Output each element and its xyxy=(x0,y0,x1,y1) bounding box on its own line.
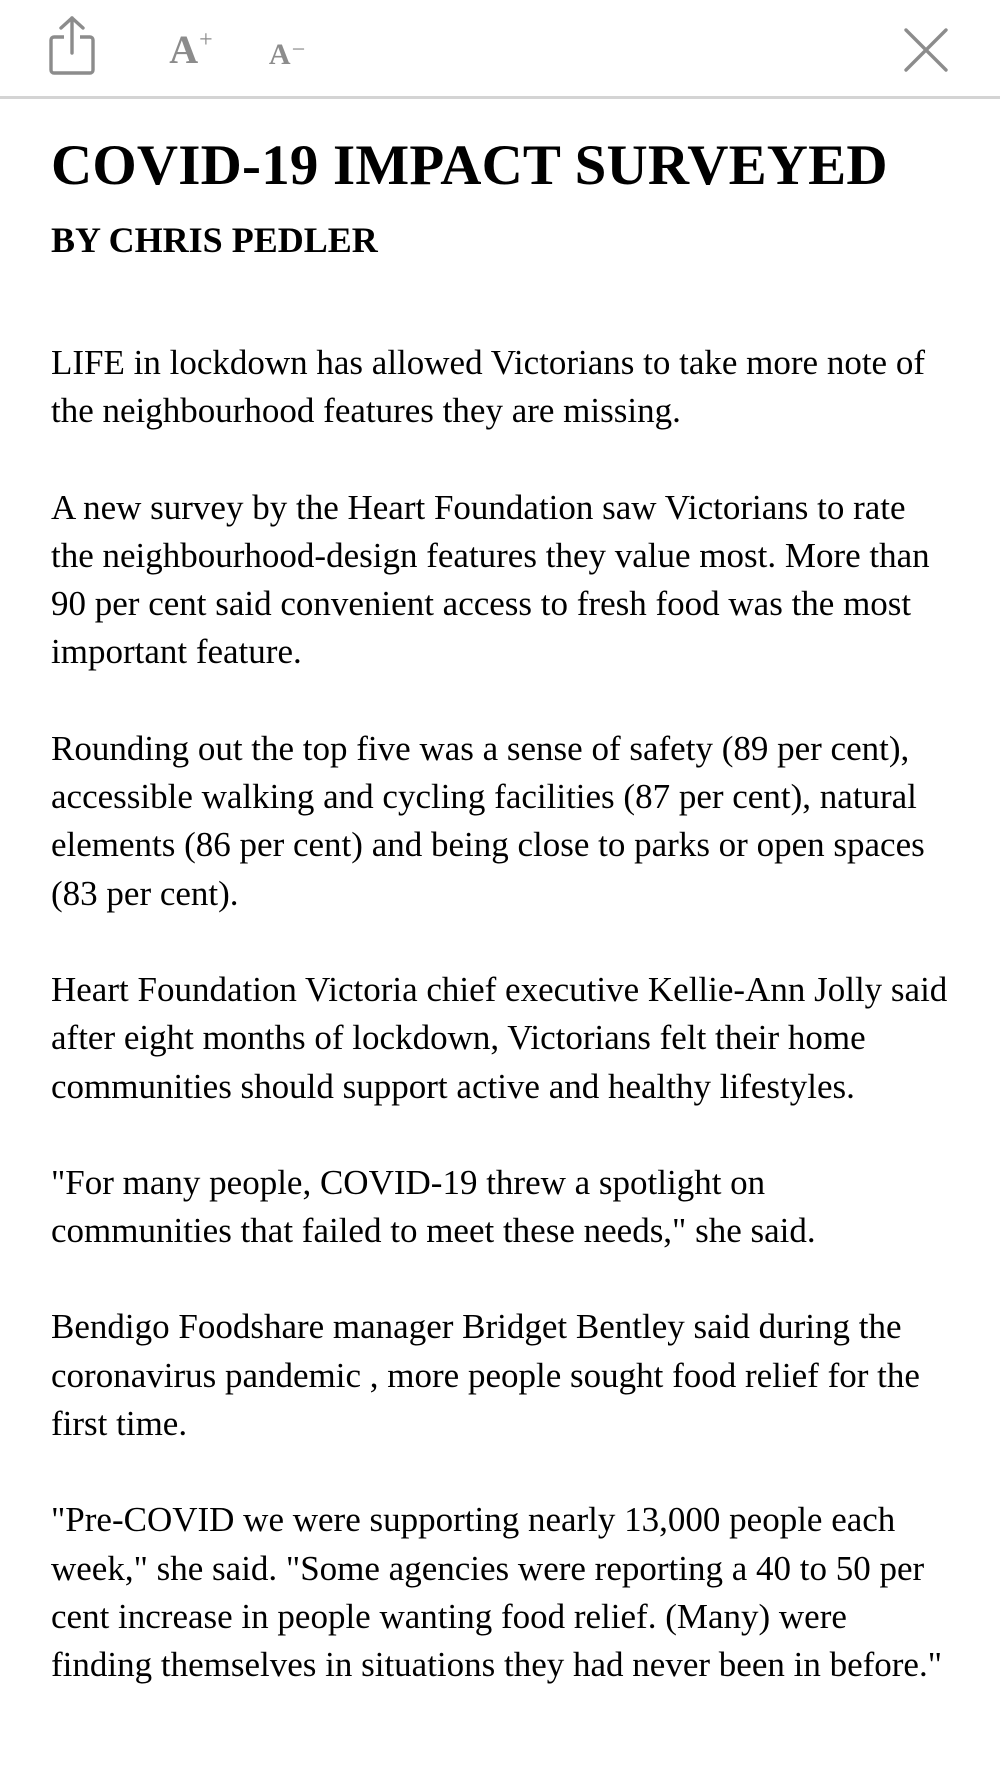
decrease-font-size-icon xyxy=(268,37,306,71)
increase-font-sign: + xyxy=(199,27,213,53)
article-paragraph: "For many people, COVID-19 threw a spotlight on communities that failed to meet these needs," she said. xyxy=(51,1162,816,1251)
article-paragraph: LIFE in lockdown has allowed Victorians to take more note of the neighbourhood features they are missing. xyxy=(51,343,925,431)
decrease-font-sign: − xyxy=(291,37,306,63)
article-paragraph: Bendigo Foodshare manager Bridget Bentley said during the coronavirus pandemic , more people sought food relief for the first time. xyxy=(51,1307,920,1444)
share-button[interactable] xyxy=(40,12,104,80)
article-paragraph: Rounding out the top five was a sense of safety (89 per cent), accessible walking and cycling facilities (87 per cent), natural elements (86 per cent) and being close to parks or open spaces (83 per cent). xyxy=(51,728,925,913)
increase-font-letter: A xyxy=(169,27,199,72)
reader-toolbar xyxy=(0,0,1000,99)
article-paragraph: "Pre-COVID we were supporting nearly 13,000 people each week," she said. "Some agencies were reporting a 40 to 50 per cent increase in people wanting food relief. (Many) were finding themselves in situations they had never been in before." xyxy=(51,1500,942,1685)
close-button[interactable] xyxy=(898,22,954,78)
article-byline: BY CHRIS PEDLER xyxy=(51,220,378,260)
article-paragraph: A new survey by the Heart Foundation saw Victorians to rate the neighbourhood-design features they value most. More than 90 per cent said convenient access to fresh food was the most important feature. xyxy=(51,487,930,672)
article-body xyxy=(51,339,951,1690)
article-paragraph: Heart Foundation Victoria chief executive Kellie-Ann Jolly said after eight months of lockdown, Victorians felt their home communities should support active and healthy lifestyles. xyxy=(51,969,948,1106)
close-icon xyxy=(903,27,949,73)
decrease-font-letter: A xyxy=(268,38,291,71)
article xyxy=(51,99,951,1738)
increase-font-size-icon xyxy=(169,27,213,72)
share-icon xyxy=(46,15,98,77)
increase-font-size-button[interactable] xyxy=(158,22,224,78)
article-headline: COVID-19 IMPACT SURVEYED xyxy=(51,134,888,197)
decrease-font-size-button[interactable] xyxy=(262,32,312,78)
